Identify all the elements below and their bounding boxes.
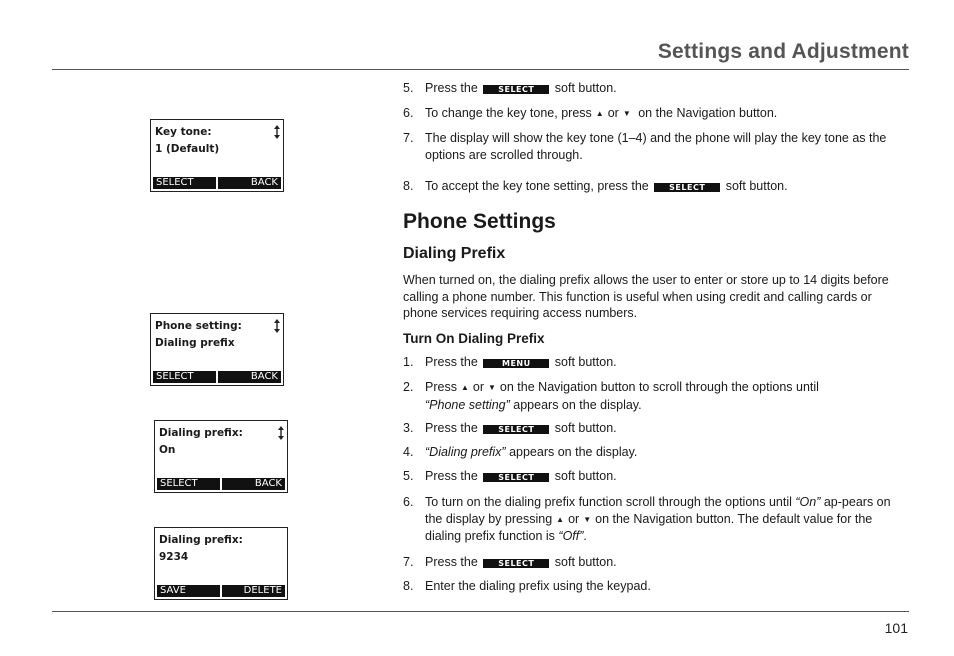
lcd-line1: Phone setting:: [155, 320, 242, 332]
soft-key-right: BACK: [218, 371, 281, 383]
soft-key-bar: [153, 371, 281, 383]
lcd-line1: Key tone:: [155, 126, 212, 138]
footer-rule: [52, 611, 909, 612]
lcd-line1: Dialing prefix:: [159, 427, 243, 439]
up-arrow-icon: ▲: [556, 514, 565, 524]
step-number: 6.: [403, 106, 414, 120]
up-arrow-icon: ▲: [595, 109, 604, 118]
up-arrow-icon: ▲: [460, 383, 469, 392]
scroll-arrows-icon: [278, 426, 284, 440]
step-text: Enter the dialing prefix using the keypad.: [425, 579, 651, 593]
step-text: Press the SELECT soft button.: [425, 555, 617, 569]
step-text: The display will show the key tone (1–4) and the phone will play the key tone as the options are scrolled through.: [425, 131, 887, 162]
step-number: 8.: [403, 179, 414, 193]
lcd-line2: On: [159, 444, 176, 456]
step-text: To accept the key tone setting, press the SELECT soft button.: [425, 179, 788, 193]
soft-key-right: BACK: [218, 177, 281, 189]
soft-key-left: SELECT: [157, 478, 220, 490]
lcd-display-phone-setting: [150, 313, 284, 386]
lcd-display-dialing-prefix-entry: [154, 527, 288, 600]
lcd-display-dialing-prefix-on: [154, 420, 288, 493]
scroll-arrows-icon: [274, 125, 280, 139]
sub-subsection-title: Turn On Dialing Prefix: [403, 331, 545, 346]
soft-key-right: DELETE: [222, 585, 285, 597]
lcd-line2: 1 (Default): [155, 143, 220, 155]
lcd-display-key-tone: [150, 119, 284, 192]
select-button-graphic: SELECT: [654, 183, 720, 192]
lcd-line1: Dialing prefix:: [159, 534, 243, 546]
step-text: To turn on the dialing prefix function scroll through the options until “On” ap-pears on the display by pressing ▲ or ▼ on the Navigation button. The default value for the dialing prefix function is “Off”.: [425, 495, 891, 543]
step-number: 5.: [403, 81, 414, 95]
select-button-graphic: SELECT: [483, 473, 549, 482]
page-header-title: Settings and Adjustment: [657, 40, 909, 63]
lcd-line2: Dialing prefix: [155, 337, 235, 349]
step-text: “Dialing prefix” appears on the display.: [425, 445, 638, 459]
lcd-line2: 9234: [159, 551, 189, 563]
scroll-arrows-icon: [274, 319, 280, 333]
soft-key-bar: [157, 478, 285, 490]
down-arrow-icon: ▼: [488, 383, 496, 392]
section-title: Phone Settings: [403, 210, 556, 233]
step-number: 5.: [403, 469, 414, 483]
step-text: Press the SELECT soft button.: [425, 81, 617, 95]
step-number: 4.: [403, 445, 414, 459]
step-number: 2.: [403, 380, 414, 394]
step-number: 7.: [403, 131, 414, 145]
step-number: 6.: [403, 495, 414, 509]
step-number: 1.: [403, 355, 414, 369]
step-text: Press the SELECT soft button.: [425, 469, 617, 483]
header-rule: [52, 69, 909, 70]
intro-paragraph: When turned on, the dialing prefix allows the user to enter or store up to 14 digits before calling a phone number. This function is useful when using credit and calling cards or phone services requiring access numbers.: [403, 273, 889, 320]
soft-key-bar: [153, 177, 281, 189]
soft-key-left: SELECT: [153, 177, 216, 189]
step-number: 8.: [403, 579, 414, 593]
step-text: Press the MENU soft button.: [425, 355, 617, 369]
down-arrow-icon: ▼: [583, 514, 592, 524]
step-number: 3.: [403, 421, 414, 435]
step-text: Press ▲ or ▼ on the Navigation button to scroll through the options until “Phone setting” appears on the display.: [425, 380, 819, 412]
select-button-graphic: SELECT: [483, 85, 549, 94]
subsection-title: Dialing Prefix: [403, 245, 506, 262]
soft-key-left: SAVE: [157, 585, 220, 597]
soft-key-bar: [157, 585, 285, 597]
soft-key-left: SELECT: [153, 371, 216, 383]
step-text: Press the SELECT soft button.: [425, 421, 617, 435]
step-text: To change the key tone, press ▲ or ▼ on the Navigation button.: [425, 105, 908, 123]
menu-button-graphic: MENU: [483, 359, 549, 368]
select-button-graphic: SELECT: [483, 425, 549, 434]
step-number: 7.: [403, 555, 414, 569]
select-button-graphic: SELECT: [483, 559, 549, 568]
page-number: 101: [884, 620, 908, 636]
down-arrow-icon: ▼: [622, 109, 631, 118]
soft-key-right: BACK: [222, 478, 285, 490]
